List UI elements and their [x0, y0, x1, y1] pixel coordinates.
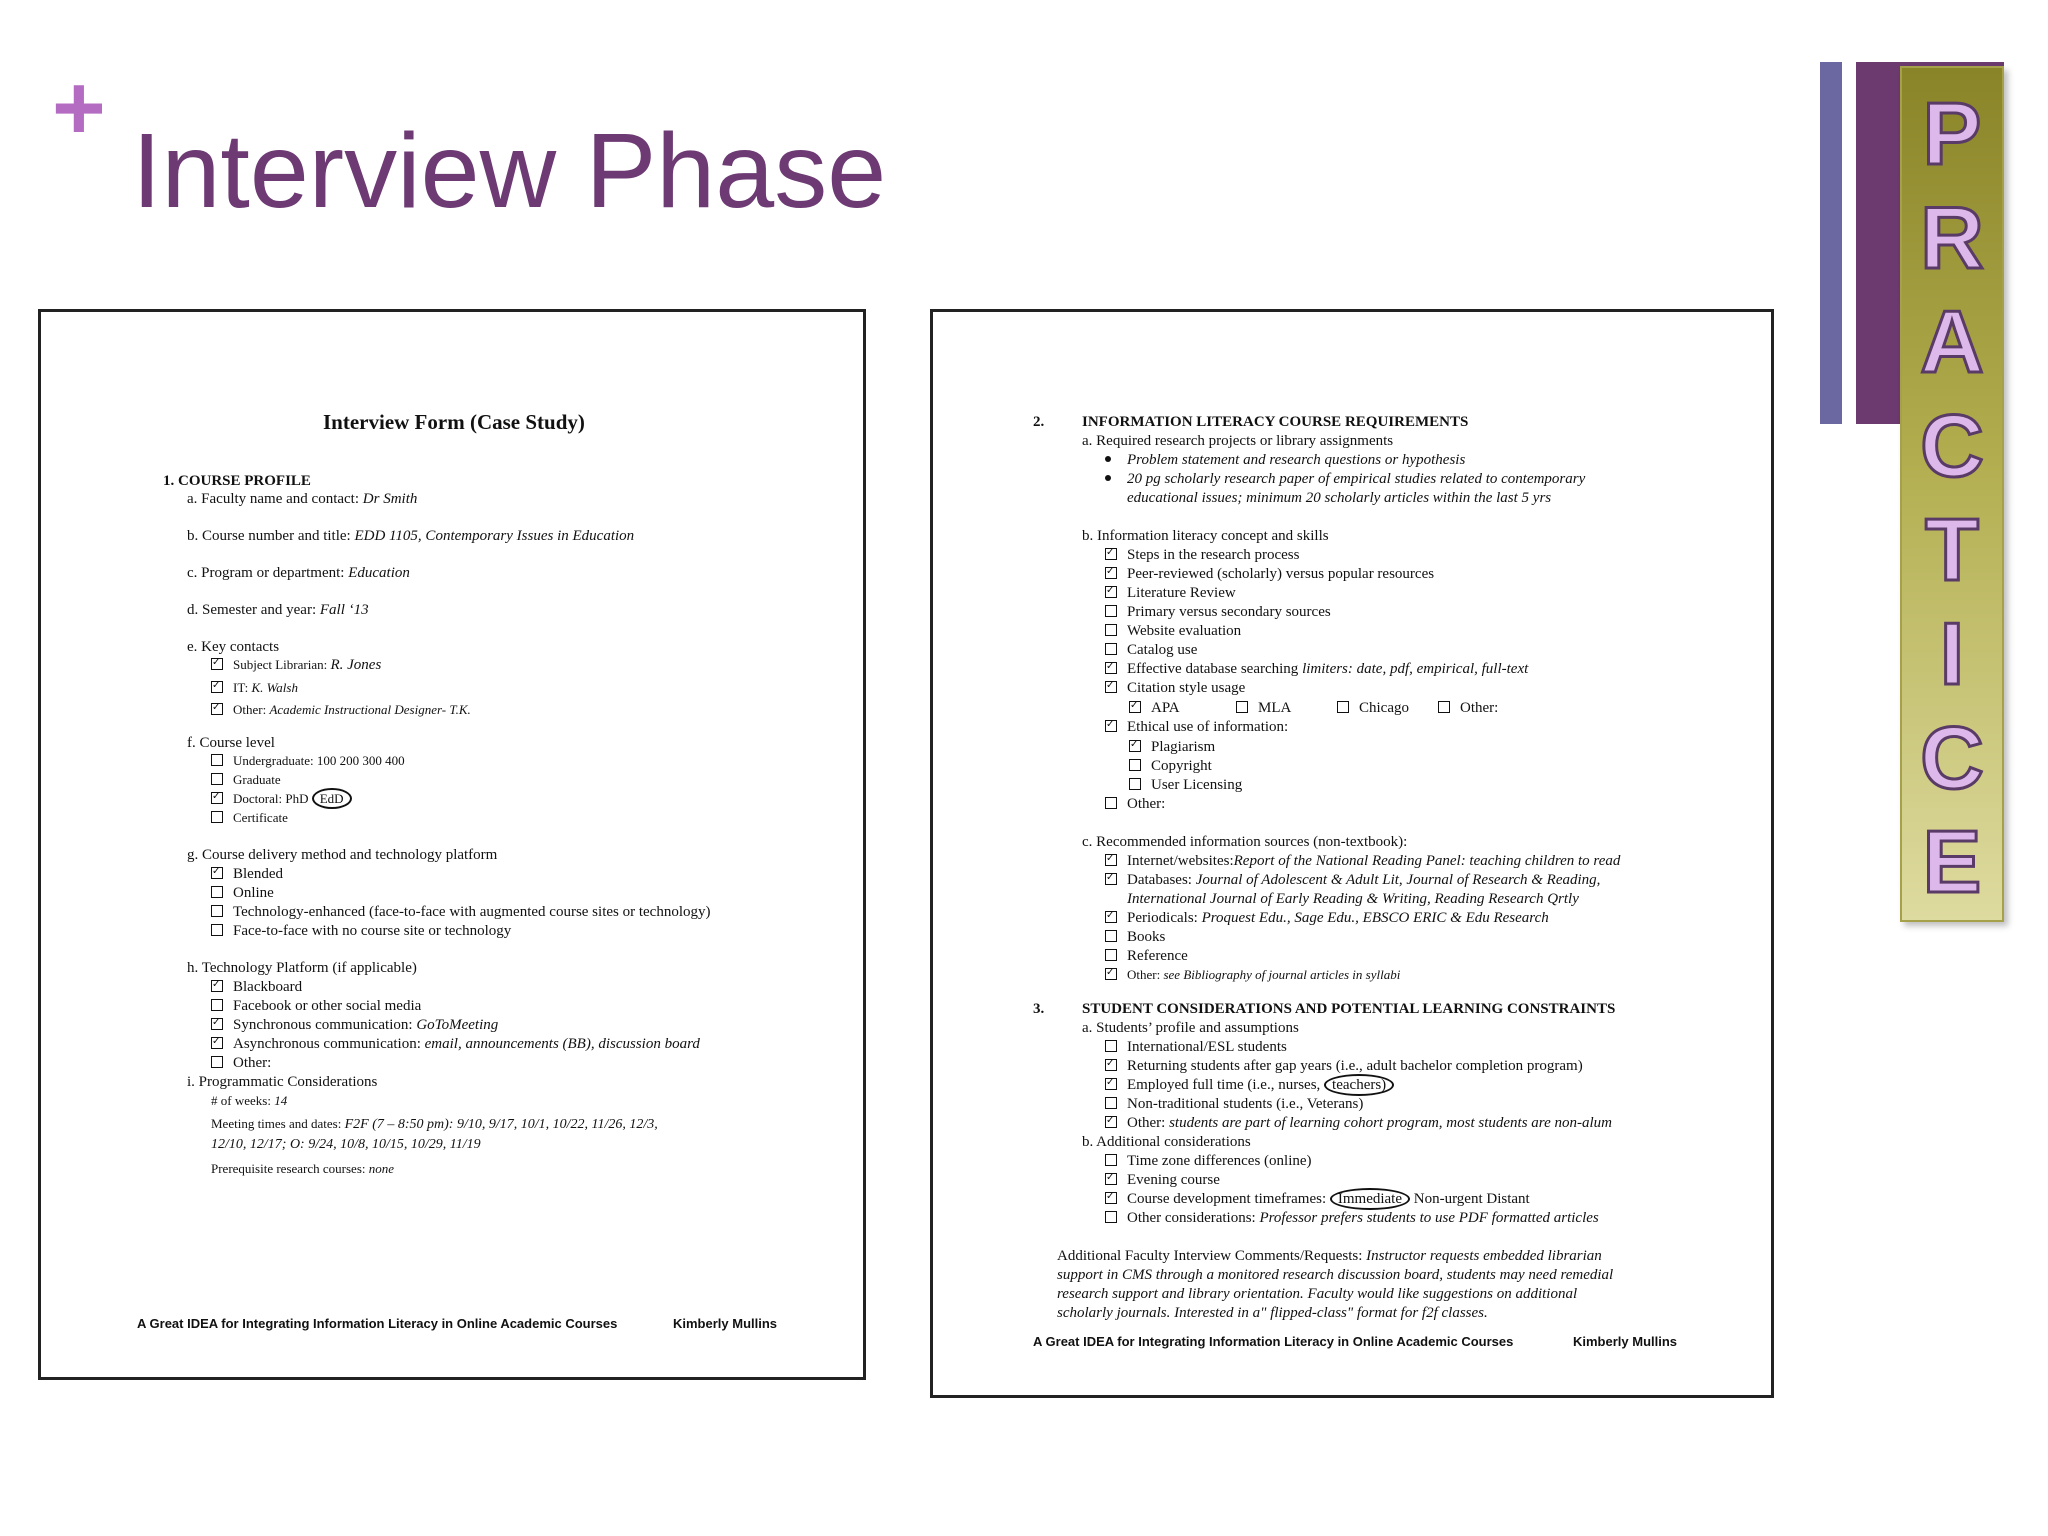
- form-line: 12/10, 12/17; O: 9/24, 10/8, 10/15, 10/29, 11/19: [211, 1137, 481, 1152]
- checkbox-line: Graduate: [211, 771, 281, 789]
- checkbox-checked: [1129, 740, 1141, 752]
- bullet-line: 20 pg scholarly research paper of empirical studies related to contemporary: [1105, 470, 1585, 488]
- checkbox-line: Online: [211, 884, 274, 902]
- practice-letter: P: [1922, 84, 1982, 183]
- checkbox-line: ✓IT: K. Walsh: [211, 679, 298, 697]
- practice-letter: A: [1920, 292, 1984, 391]
- checkbox-unchecked: [1105, 1097, 1117, 1109]
- slide-title: Interview Phase: [132, 112, 887, 230]
- checkbox-line: Time zone differences (online): [1105, 1152, 1312, 1170]
- form-line: f. Course level: [187, 735, 275, 751]
- practice-letter: T: [1925, 500, 1979, 599]
- checkbox-unchecked: [211, 1056, 223, 1068]
- checkbox-line: ✓Other: Academic Instructional Designer- T.K.: [211, 701, 471, 719]
- checkbox-line: ✓Other: students are part of learning cohort program, most students are non-alum: [1105, 1114, 1612, 1132]
- checkbox-checked: [1105, 548, 1117, 560]
- section-number: 3.: [1033, 1001, 1045, 1017]
- form-line: b. Information literacy concept and skills: [1082, 528, 1329, 544]
- checkbox-checked: [1105, 586, 1117, 598]
- bullet-line: Problem statement and research questions or hypothesis: [1105, 451, 1465, 469]
- checkbox-line: Facebook or other social media: [211, 997, 421, 1015]
- footer-right: Kimberly Mullins: [673, 1316, 778, 1331]
- checkbox-checked: [1105, 873, 1117, 885]
- checkbox-unchecked: [1105, 643, 1117, 655]
- form-line: # of weeks: 14: [211, 1093, 288, 1108]
- checkbox-line: Face-to-face with no course site or technology: [211, 922, 511, 940]
- bullet-line-cont: educational issues; minimum 20 scholarly articles within the last 5 yrs: [1127, 490, 1552, 506]
- comments-line: support in CMS through a monitored research discussion board, students may need remedial: [1057, 1267, 1614, 1283]
- checkbox-checked: [1105, 1116, 1117, 1128]
- checkbox-checked: [1105, 911, 1117, 923]
- checkbox-checked: [1105, 1173, 1117, 1185]
- checkbox-line: ✓Periodicals: Proquest Edu., Sage Edu., EBSCO ERIC & Edu Research: [1105, 909, 1549, 927]
- checkbox-line: User Licensing: [1129, 776, 1242, 794]
- checkbox-line: International/ESL students: [1105, 1038, 1287, 1056]
- checkbox-unchecked: [1105, 1211, 1117, 1223]
- practice-letter: R: [1920, 188, 1984, 287]
- checkbox-unchecked: [1105, 605, 1117, 617]
- checkbox-line: ✓Literature Review: [1105, 584, 1236, 602]
- checkbox-checked: [1105, 720, 1117, 732]
- form-line: b. Course number and title: EDD 1105, Contemporary Issues in Education: [187, 528, 635, 544]
- checkbox-line: ✓Citation style usage: [1105, 679, 1245, 697]
- checkbox-unchecked: [1129, 759, 1141, 771]
- form-line: h. Technology Platform (if applicable): [187, 960, 417, 976]
- checkbox-checked: [1105, 854, 1117, 866]
- checkbox-checked: [211, 681, 223, 693]
- section-heading: INFORMATION LITERACY COURSE REQUIREMENTS: [1082, 414, 1469, 430]
- checkbox-checked: [1105, 567, 1117, 579]
- circled-annotation: Immediate: [1330, 1188, 1410, 1210]
- footer-left: A Great IDEA for Integrating Information Literacy in Online Academic Courses: [137, 1316, 618, 1331]
- checkbox-unchecked: [211, 773, 223, 785]
- checkbox-unchecked: [1105, 1154, 1117, 1166]
- form-line-cont: International Journal of Early Reading & Writing, Reading Research Qrtly: [1127, 891, 1579, 907]
- comments-line: Additional Faculty Interview Comments/Requests: Instructor requests embedded librarian: [1057, 1248, 1602, 1264]
- form-line: c. Recommended information sources (non-textbook):: [1082, 834, 1408, 850]
- practice-letter: C: [1920, 396, 1984, 495]
- checkbox-unchecked: [1236, 701, 1248, 713]
- checkbox-unchecked: [211, 999, 223, 1011]
- checkbox-checked: [211, 1018, 223, 1030]
- checkbox-unchecked: [1105, 1040, 1117, 1052]
- form-title: Interview Form (Case Study): [323, 410, 585, 434]
- form-line: b. Additional considerations: [1082, 1134, 1251, 1150]
- checkbox-line: Reference: [1105, 947, 1188, 965]
- checkbox-line: ✓Blackboard: [211, 978, 302, 996]
- checkbox-line: ✓APA: [1129, 699, 1180, 717]
- interview-form-page-1: [38, 309, 866, 1380]
- form-line: g. Course delivery method and technology platform: [187, 847, 498, 863]
- checkbox-line: MLA: [1236, 699, 1291, 717]
- checkbox-line: ✓Effective database searching limiters: date, pdf, empirical, full-text: [1105, 660, 1528, 678]
- comments-line: research support and library orientation. Faculty would like suggestions on additional: [1057, 1286, 1578, 1302]
- form-line: a. Students’ profile and assumptions: [1082, 1020, 1299, 1036]
- checkbox-line: ✓Course development timeframes: Immediate Non-urgent Distant: [1105, 1190, 1530, 1208]
- circled-annotation: EdD: [312, 788, 352, 809]
- checkbox-unchecked: [1105, 949, 1117, 961]
- checkbox-unchecked: [1438, 701, 1450, 713]
- section-heading: STUDENT CONSIDERATIONS AND POTENTIAL LEARNING CONSTRAINTS: [1082, 1001, 1616, 1017]
- bullet-icon: [1105, 456, 1111, 462]
- checkbox-line: Books: [1105, 928, 1165, 946]
- checkbox-unchecked: [211, 811, 223, 823]
- checkbox-checked: [1105, 1078, 1117, 1090]
- checkbox-checked: [1105, 1059, 1117, 1071]
- checkbox-checked: [211, 867, 223, 879]
- checkbox-line: ✓Employed full time (i.e., nurses, teachers): [1105, 1076, 1394, 1094]
- checkbox-line: Website evaluation: [1105, 622, 1241, 640]
- checkbox-unchecked: [211, 924, 223, 936]
- checkbox-line: Technology-enhanced (face-to-face with augmented course sites or technology): [211, 903, 711, 921]
- checkbox-line: Undergraduate: 100 200 300 400: [211, 752, 405, 770]
- checkbox-line: ✓Other: see Bibliography of journal articles in syllabi: [1105, 966, 1400, 984]
- checkbox-line: Catalog use: [1105, 641, 1197, 659]
- checkbox-checked: [211, 792, 223, 804]
- checkbox-unchecked: [1337, 701, 1349, 713]
- checkbox-line: ✓Synchronous communication: GoToMeeting: [211, 1016, 498, 1034]
- checkbox-checked: [211, 980, 223, 992]
- checkbox-line: ✓Asynchronous communication: email, announcements (BB), discussion board: [211, 1035, 700, 1053]
- checkbox-line: ✓Databases: Journal of Adolescent & Adult Lit, Journal of Research & Reading,: [1105, 871, 1600, 889]
- section-heading: 1. COURSE PROFILE: [163, 473, 311, 489]
- checkbox-unchecked: [1105, 930, 1117, 942]
- checkbox-unchecked: [211, 754, 223, 766]
- checkbox-line: ✓Blended: [211, 865, 283, 883]
- form-line: a. Faculty name and contact: Dr Smith: [187, 491, 418, 507]
- checkbox-line: ✓Ethical use of information:: [1105, 718, 1288, 736]
- checkbox-unchecked: [1105, 797, 1117, 809]
- checkbox-unchecked: [211, 886, 223, 898]
- plus-icon: +: [52, 57, 106, 159]
- checkbox-unchecked: [211, 905, 223, 917]
- checkbox-line: Non-traditional students (i.e., Veterans): [1105, 1095, 1363, 1113]
- checkbox-line: ✓Peer-reviewed (scholarly) versus popular resources: [1105, 565, 1434, 583]
- checkbox-line: Certificate: [211, 809, 288, 827]
- checkbox-line: ✓Subject Librarian: R. Jones: [211, 656, 381, 674]
- circled-annotation: teachers): [1324, 1074, 1394, 1096]
- checkbox-line: Other considerations: Professor prefers students to use PDF formatted articles: [1105, 1209, 1599, 1227]
- checkbox-checked: [1105, 662, 1117, 674]
- checkbox-line: Primary versus secondary sources: [1105, 603, 1331, 621]
- practice-letter: C: [1920, 708, 1984, 807]
- checkbox-line: Chicago: [1337, 699, 1409, 717]
- checkbox-line: ✓Steps in the research process: [1105, 546, 1299, 564]
- checkbox-checked: [211, 703, 223, 715]
- interview-form-page-2: [930, 309, 1774, 1398]
- decorative-blue-bar: [1820, 62, 1842, 424]
- checkbox-line: Copyright: [1129, 757, 1212, 775]
- comments-line: scholarly journals. Interested in a" flipped-class" format for f2f classes.: [1057, 1305, 1488, 1321]
- checkbox-checked: [1129, 701, 1141, 713]
- practice-letter: E: [1922, 812, 1982, 911]
- form-line: c. Program or department: Education: [187, 565, 410, 581]
- form-line: a. Required research projects or library assignments: [1082, 433, 1394, 449]
- form-line: i. Programmatic Considerations: [187, 1074, 378, 1090]
- checkbox-line: ✓Evening course: [1105, 1171, 1220, 1189]
- checkbox-line: Other:: [1438, 699, 1498, 717]
- form-line: d. Semester and year: Fall ‘13: [187, 602, 369, 618]
- checkbox-line: ✓Returning students after gap years (i.e., adult bachelor completion program): [1105, 1057, 1583, 1075]
- form-line: Meeting times and dates: F2F (7 – 8:50 pm): 9/10, 9/17, 10/1, 10/22, 11/26, 12/3,: [211, 1116, 658, 1132]
- checkbox-unchecked: [1105, 624, 1117, 636]
- practice-banner: [1900, 66, 2004, 922]
- checkbox-checked: [1105, 1192, 1117, 1204]
- checkbox-line: ✓Doctoral: PhD EdD: [211, 790, 352, 808]
- form-line: Prerequisite research courses: none: [211, 1161, 395, 1176]
- checkbox-checked: [211, 1037, 223, 1049]
- footer-right: Kimberly Mullins: [1573, 1334, 1678, 1349]
- checkbox-line: ✓Internet/websites:Report of the National Reading Panel: teaching children to read: [1105, 852, 1620, 870]
- checkbox-line: ✓Plagiarism: [1129, 738, 1215, 756]
- checkbox-line: Other:: [211, 1054, 271, 1072]
- checkbox-checked: [211, 658, 223, 670]
- checkbox-unchecked: [1129, 778, 1141, 790]
- bullet-icon: [1105, 475, 1111, 481]
- form-line: e. Key contacts: [187, 639, 280, 655]
- checkbox-checked: [1105, 681, 1117, 693]
- checkbox-checked: [1105, 968, 1117, 980]
- practice-letter: I: [1939, 604, 1965, 703]
- section-number: 2.: [1033, 414, 1045, 430]
- footer-left: A Great IDEA for Integrating Information Literacy in Online Academic Courses: [1033, 1334, 1514, 1349]
- checkbox-line: Other:: [1105, 795, 1165, 813]
